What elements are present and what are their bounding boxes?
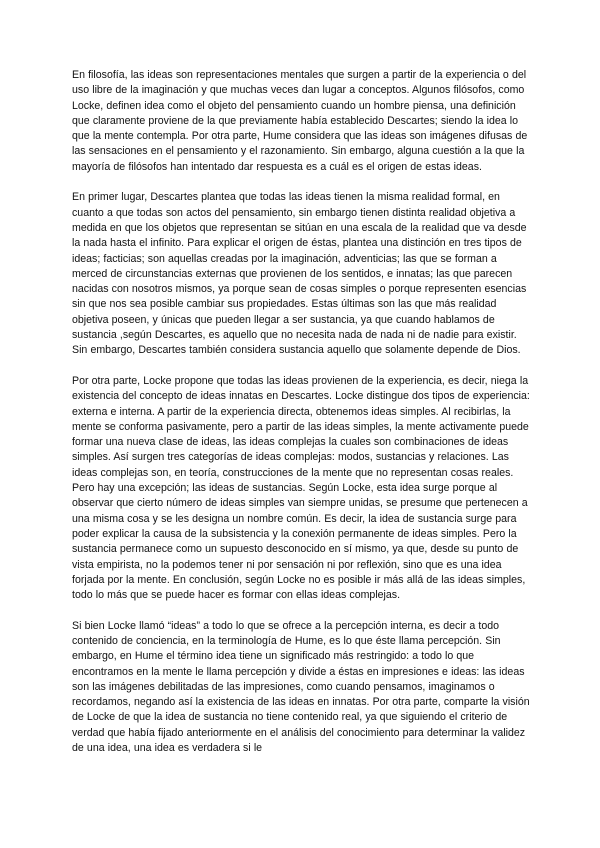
paragraph-intro: En filosofía, las ideas son representaciones mentales que surgen a partir de la experiencia o del uso libre de la imaginación y que muchas veces dan lugar a conceptos. Algunos filósofos, como Locke, definen idea como el objeto del pensamiento cuando un hombre piensa, una definición que claramente proviene de la que previamente había establecido Descartes; siendo la idea lo que la mente contempla. Por otra parte, Hume considera que las ideas son imágenes difusas de las sensaciones en el pensamiento y el razonamiento. Sin embargo, alguna cuestión a la que la mayoría de filósofos han intentado dar respuesta es a cuál es el origen de estas ideas.: [72, 69, 528, 173]
paragraph-locke: Por otra parte, Locke propone que todas las ideas provienen de la experiencia, es decir, niega la existencia del concepto de ideas innatas en Descartes. Locke distingue dos tipos de experiencia: externa e interna. A partir de la experiencia directa, obtenemos ideas simples. Al recibirlas, la mente se conforma pasivamente, pero a partir de las ideas simples, la mente activamente puede formar una nueva clase de ideas, las ideas complejas la cuales son combinaciones de ideas simples. Así surgen tres categorías de ideas complejas: modos, sustancias y relaciones. Las ideas complejas son, en teoría, construcciones de la mente que no representan cosas reales. Pero hay una excepción; las ideas de sustancias. Según Locke, esta idea surge porque al observar que cierto número de ideas simples van siempre unidas, se presume que pertenecen a una misma cosa y se les designa un nombre común. Es decir, la idea de sustancia surge para poder explicar la causa de la subsistencia y la conexión permanente de ideas simples. Pero la sustancia permanece como un supuesto desconocido en sí mismo, ya que, desde su punto de vista empirista, no la podemos tener ni por sensación ni por reflexión, sino que es una idea forjada por la mente. En conclusión, según Locke no es posible ir más allá de las ideas simples, todo lo más que se puede hacer es formar con ellas ideas complejas.: [72, 374, 530, 602]
paragraph-hume: Si bien Locke llamó “ideas” a todo lo que se ofrece a la percepción interna, es decir a todo contenido de conciencia, en la terminología de Hume, es lo que éste llama percepción. Sin embargo, en Hume el término idea tiene un significado más restringido: a todo lo que encontramos en la mente le llama percepción y divide a éstas en impresiones e ideas: las ideas son las imágenes debilitadas de las impresiones, como cuando pensamos, imaginamos o recordamos, negando así la existencia de las ideas en innatas. Por otra parte, comparte la visión de Locke de que la idea de sustancia no tiene contenido real, ya que siguiendo el criterio de verdad que había fijado anteriormente en el análisis del conocimiento para determinar la validez de una idea, una idea es verdadera si le: [72, 619, 530, 755]
paragraph-descartes: En primer lugar, Descartes plantea que todas las ideas tienen la misma realidad formal, en cuanto a que todas son actos del pensamiento, sin embargo tienen distinta realidad objetiva a medida en que los objetos que representan se sitúan en una escala de la realidad que va desde la nada hasta el infinito. Para explicar el origen de éstas, plantea una distinción en tres tipos de ideas; facticias; son aquellas creadas por la imaginación, adventicias; las que se forman a merced de circunstancias externas que provienen de los sentidos, e innatas; las que parecen nacidas con nosotros mismos, ya porque sean de cosas simples o porque representen esencias sin que nos sea posible cambiar sus propiedades. Estas últimas son las que más realidad objetiva poseen, y únicas que pueden llegar a ser sustancia, ya que cuando hablamos de sustancia ,según Descartes, es aquello que no necesita nada de nada ni de nadie para existir. Sin embargo, Descartes también considera sustancia aquello que solamente depende de Dios.: [72, 191, 527, 357]
document-body: [72, 68, 530, 772]
